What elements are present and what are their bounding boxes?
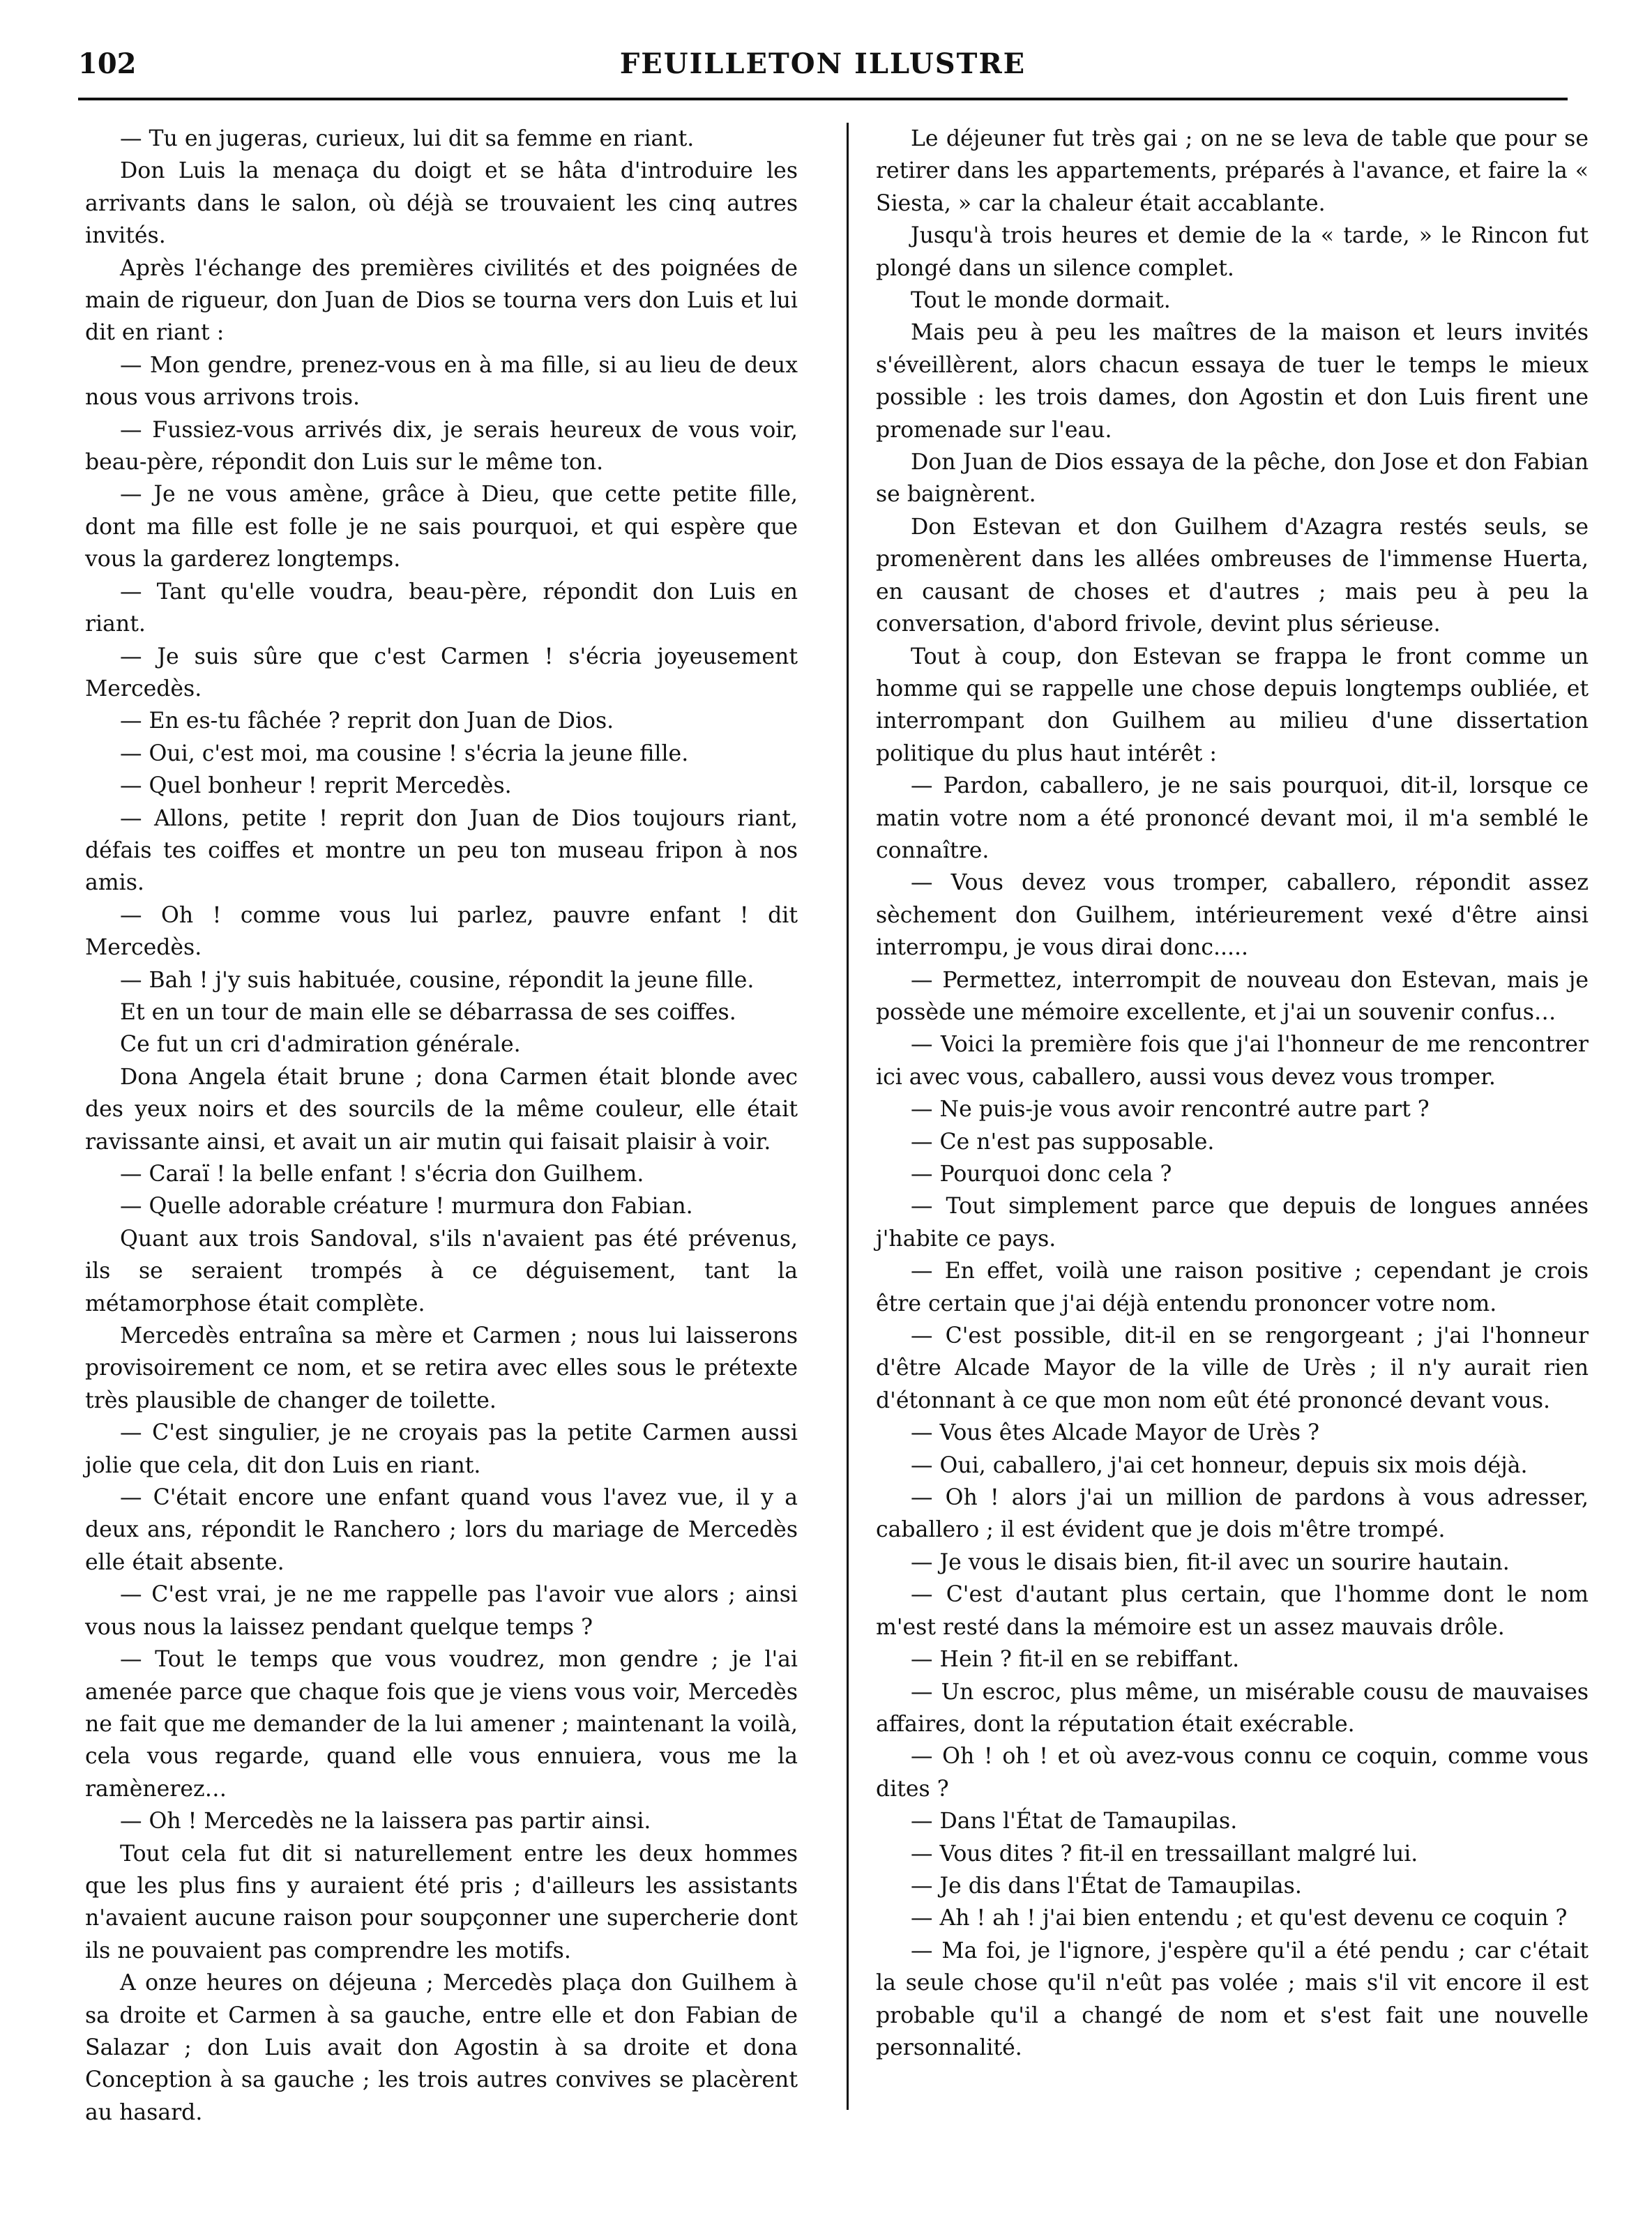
paragraph: — C'est vrai, je ne me rappelle pas l'avoir vue alors ; ainsi vous nous la laissez pendant quelque temps ? [85,1582,798,1640]
paragraph: — Je suis sûre que c'est Carmen ! s'écria joyeusement Mercedès. [85,644,798,701]
paragraph: Ce fut un cri d'admiration générale. [120,1032,521,1058]
paragraph: — C'était encore une enfant quand vous l'avez vue, il y a deux ans, répondit le Ranchero ; lors du mariage de Mercedès elle était absente. [85,1485,798,1575]
paragraph: — Vous devez vous tromper, caballero, répondit assez sèchement don Guilhem, intérieurement vexé d'être ainsi interrompu, je vous dirai donc..... [876,870,1589,961]
paragraph: — En effet, voilà une raison positive ; cependant je crois être certain que j'ai déjà entendu prononcer votre nom. [876,1259,1589,1316]
paragraph: — Je vous le disais bien, fit-il avec un sourire hautain. [911,1549,1510,1575]
paragraph: — Quelle adorable créature ! murmura don Fabian. [120,1194,693,1219]
paragraph: — Oh ! alors j'ai un million de pardons à vous adresser, caballero ; il est évident que je dois m'être trompé. [876,1485,1589,1543]
paragraph: — En es-tu fâchée ? reprit don Juan de Dios. [120,708,614,734]
column-divider [847,123,849,2110]
paragraph: Mais peu à peu les maîtres de la maison et leurs invités s'éveillèrent, alors chacun essaya de tuer le temps le mieux possible : les trois dames, don Agostin et don Luis firent une promenade sur l'eau. [876,320,1589,443]
paragraph: — Oh ! oh ! et où avez-vous connu ce coquin, comme vous dites ? [876,1744,1589,1802]
paragraph: Et en un tour de main elle se débarrassa de ses coiffes. [120,999,736,1025]
paragraph: — Pardon, caballero, je ne sais pourquoi, dit-il, lorsque ce matin votre nom a été prononcé devant moi, il m'a semblé le connaître. [876,773,1589,863]
paragraph: — C'est possible, dit-il en se rengorgeant ; j'ai l'honneur d'être Alcade Mayor de la ville de Urès ; il n'y aurait rien d'étonnant à ce que mon nom eût été prononcé devant vous. [876,1323,1589,1413]
right-column [876,123,1589,2064]
page-header [78,40,1568,96]
paragraph: — Caraï ! la belle enfant ! s'écria don Guilhem. [120,1162,644,1187]
paragraph: — Tant qu'elle voudra, beau-père, répondit don Luis en riant. [85,579,798,637]
paragraph: — C'est singulier, je ne croyais pas la petite Carmen aussi jolie que cela, dit don Luis en riant. [85,1420,798,1478]
paragraph: — Tout simplement parce que depuis de longues années j'habite ce pays. [876,1194,1589,1252]
paragraph: — Mon gendre, prenez-vous en à ma fille, si au lieu de deux nous vous arrivons trois. [85,352,798,411]
paragraph: — Oh ! Mercedès ne la laissera pas partir ainsi. [120,1809,651,1834]
paragraph: Tout le monde dormait. [911,288,1171,314]
paragraph: Le déjeuner fut très gai ; on ne se leva de table que pour se retirer dans les appartements, préparés à l'avance, et faire la « Siesta, » car la chaleur était accablante. [876,126,1589,216]
paragraph: A onze heures on déjeuna ; Mercedès plaça don Guilhem à sa droite et Carmen à sa gauche, entre elle et don Fabian de Salazar ; don Luis avait don Agostin à sa droite et dona Conception à sa gauche ; les trois autres convives se placèrent au hasard. [85,1970,798,2125]
paragraph: — Permettez, interrompit de nouveau don Estevan, mais je possède une mémoire excellente, et j'ai un souvenir confus… [876,967,1589,1025]
paragraph: — Oui, c'est moi, ma cousine ! s'écria la jeune fille. [120,740,689,766]
paragraph: — Tout le temps que vous voudrez, mon gendre ; je l'ai amenée parce que chaque fois que je viens vous voir, Mercedès ne fait que me demander de la lui amener ; maintenant la voilà, cela vous regarde, quand elle vous ennuiera, vous me la ramènerez… [85,1647,798,1802]
paragraph: — Vous dites ? fit-il en tressaillant malgré lui. [911,1841,1418,1867]
page-number: 102 [78,47,137,80]
running-title: FEUILLETON ILLUSTRE [619,47,1026,80]
paragraph: — Dans l'État de Tamaupilas. [911,1809,1238,1834]
paragraph: — Pourquoi donc cela ? [911,1162,1172,1187]
paragraph: — Ah ! ah ! j'ai bien entendu ; et qu'est devenu ce coquin ? [911,1906,1568,1931]
paragraph: — Hein ? fit-il en se rebiffant. [911,1647,1240,1673]
paragraph: Quant aux trois Sandoval, s'ils n'avaient pas été prévenus, ils se seraient trompés à ce déguisement, tant la métamorphose était complète. [85,1226,798,1316]
paragraph: — Ce n'est pas supposable. [911,1129,1215,1155]
paragraph: Don Luis la menaça du doigt et se hâta d'introduire les arrivants dans le salon, où déjà se trouvaient les cinq autres invités. [85,158,798,249]
paragraph: — C'est d'autant plus certain, que l'homme dont le nom m'est resté dans la mémoire est un assez mauvais drôle. [876,1582,1589,1640]
paragraph: Dona Angela était brune ; dona Carmen était blonde avec des yeux noirs et des sourcils de la même couleur, elle était ravissante ainsi, et avait un air mutin qui faisait plaisir à voir. [85,1064,798,1155]
header-rule [78,98,1568,100]
paragraph: Tout à coup, don Estevan se frappa le front comme un homme qui se rappelle une chose depuis longtemps oubliée, et interrompant don Guilhem au milieu d'une dissertation politique du plus haut intérêt : [876,644,1589,766]
paragraph: — Ne puis-je vous avoir rencontré autre part ? [911,1097,1430,1123]
paragraph: — Un escroc, plus même, un misérable cousu de mauvaises affaires, dont la réputation était exécrable. [876,1679,1589,1737]
paragraph: Tout cela fut dit si naturellement entre les deux hommes que les plus fins y auraient été pris ; d'ailleurs les assistants n'avaient aucune raison pour soupçonner une supercherie dont ils ne pouvaient pas comprendre les motifs. [85,1841,798,1963]
paragraph: — Bah ! j'y suis habituée, cousine, répondit la jeune fille. [120,967,755,993]
paragraph: — Voici la première fois que j'ai l'honneur de me rencontrer ici avec vous, caballero, aussi vous devez vous tromper. [876,1032,1589,1090]
paragraph: — Allons, petite ! reprit don Juan de Dios toujours riant, défais tes coiffes et montre un peu ton museau fripon à nos amis. [85,805,798,896]
paragraph: — Ma foi, je l'ignore, j'espère qu'il a été pendu ; car c'était la seule chose qu'il n'eût pas volée ; mais s'il vit encore il est probable qu'il a changé de nom et s'est fait une nouvelle personnalité. [876,1938,1589,2060]
paragraph: — Oh ! comme vous lui parlez, pauvre enfant ! dit Mercedès. [85,902,798,961]
paragraph: — Je ne vous amène, grâce à Dieu, que cette petite fille, dont ma fille est folle je ne sais pourquoi, et qui espère que vous la garderez longtemps. [85,482,798,572]
paragraph: — Quel bonheur ! reprit Mercedès. [120,773,512,799]
paragraph: — Tu en jugeras, curieux, lui dit sa femme en riant. [120,126,695,151]
paragraph: — Je dis dans l'État de Tamaupilas. [911,1873,1302,1899]
paragraph: Don Juan de Dios essaya de la pêche, don Jose et don Fabian se baignèrent. [876,450,1589,508]
left-column [85,123,798,2129]
paragraph: Mercedès entraîna sa mère et Carmen ; nous lui laisserons provisoirement ce nom, et se retira avec elles sous le prétexte très plausible de changer de toilette. [85,1323,798,1413]
paragraph: Après l'échange des premières civilités et des poignées de main de rigueur, don Juan de Dios se tourna vers don Luis et lui dit en riant : [85,255,798,346]
paragraph: Don Estevan et don Guilhem d'Azagra restés seuls, se promenèrent dans les allées ombreuses de l'immense Huerta, en causant de choses et d'autres ; mais peu à peu la conversation, d'abord frivole, devint plus sérieuse. [876,514,1589,637]
paragraph: — Fussiez-vous arrivés dix, je serais heureux de vous voir, beau-père, répondit don Luis sur le même ton. [85,417,798,476]
paragraph: — Oui, caballero, j'ai cet honneur, depuis six mois déjà. [911,1452,1528,1478]
paragraph: Jusqu'à trois heures et demie de la « tarde, » le Rincon fut plongé dans un silence complet. [876,223,1589,281]
paragraph: — Vous êtes Alcade Mayor de Urès ? [911,1420,1319,1446]
